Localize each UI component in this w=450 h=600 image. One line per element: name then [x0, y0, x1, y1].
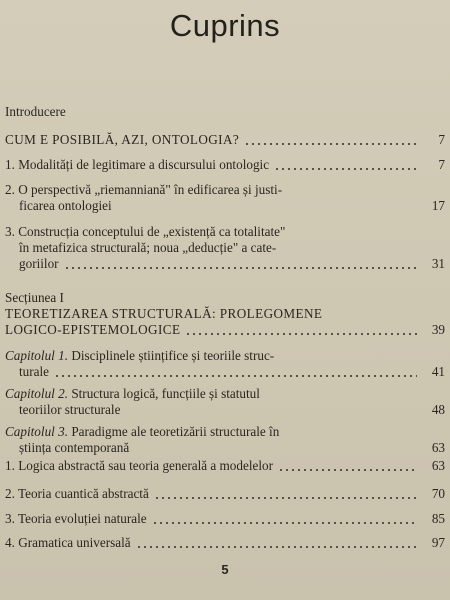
toc-subentry-2[interactable] — [5, 486, 445, 502]
toc-item-number: 2. — [5, 182, 15, 197]
chapter-label: Capitolul 2. — [5, 386, 69, 401]
toc-entry-section-heading[interactable] — [5, 306, 445, 338]
introduction-label: Introducere — [5, 104, 66, 119]
dot-leader — [154, 497, 417, 499]
toc-page-number: 63 — [431, 458, 445, 473]
dot-leader — [136, 546, 417, 548]
dot-leader — [125, 413, 417, 415]
dot-leader — [244, 143, 417, 145]
dot-leader — [117, 209, 417, 211]
dot-leader — [274, 168, 417, 170]
toc-page-number: 7 — [438, 132, 445, 147]
toc-entry-title-line: Structura logică, funcțiile și statutul — [71, 386, 260, 401]
toc-subentry-4[interactable] — [5, 535, 445, 551]
toc-entry-title-line: LOGICO-EPISTEMOLOGICE — [5, 322, 181, 337]
toc-page-number: 97 — [431, 535, 445, 550]
toc-entry-title-line: turale — [19, 364, 50, 379]
toc-entry-title: Gramatica universală — [18, 535, 131, 550]
page-number: 5 — [221, 562, 229, 577]
toc-entry-intro-2[interactable] — [5, 182, 445, 214]
toc-entry-title: CUM E POSIBILĂ, AZI, ONTOLOGIA? — [5, 132, 240, 147]
chapter-label: Capitolul 3. — [5, 424, 69, 439]
toc-page-number: 48 — [431, 402, 445, 417]
toc-entry-intro-1[interactable] — [5, 157, 445, 173]
toc-entry-title: Logica abstractă sau teoria generală a modelelor — [18, 458, 274, 473]
dot-leader — [185, 333, 417, 335]
toc-entry-chapter-2[interactable] — [5, 386, 445, 418]
toc-page-number: 63 — [431, 440, 445, 455]
toc-entry-title-line: teoriilor structurale — [19, 402, 121, 417]
toc-entry-intro-3[interactable] — [5, 224, 445, 272]
toc-page-number: 7 — [438, 157, 445, 172]
toc-entry-title: Modalități de legitimare a discursului ontologic — [18, 157, 270, 172]
toc-entry-title-line: în metafizica structurală; noua „deducție" a cate- — [19, 240, 277, 255]
dot-leader — [64, 267, 417, 269]
toc-entry-title: Teoria evoluției naturale — [17, 511, 147, 526]
toc-page-number: 41 — [431, 364, 445, 379]
toc-entry-title-line: știința contemporană — [19, 440, 130, 455]
toc-entry-title-line: Paradigme ale teoretizării structurale în — [71, 424, 280, 439]
toc-entry-title-line: Disciplinele științifice și teoriile struc- — [71, 348, 275, 363]
dot-leader — [134, 451, 417, 453]
dot-leader — [54, 375, 417, 377]
toc-item-number: 4. — [5, 535, 15, 550]
toc-entry-title-line: TEORETIZAREA STRUCTURALĂ: PROLEGOMENE — [5, 306, 323, 321]
toc-page-number: 31 — [431, 256, 445, 271]
toc-page-number: 17 — [431, 198, 445, 213]
toc-item-number: 3. — [5, 511, 15, 526]
toc-entry-title-line: O perspectivă „riemanniană" în edificarea și justi- — [18, 182, 283, 197]
chapter-label: Capitolul 1. — [5, 348, 69, 363]
toc-subentry-1[interactable] — [5, 458, 445, 474]
toc-entry-title-line: ficarea ontologiei — [19, 198, 112, 213]
toc-item-number: 3. — [5, 224, 15, 239]
toc-entry-title: Teoria cuantică abstractă — [17, 486, 149, 501]
dot-leader — [278, 469, 417, 471]
toc-item-number: 1. — [5, 157, 15, 172]
dot-leader — [152, 522, 417, 524]
toc-entry-title-line: Construcția conceptului de „existență ca totalitate" — [18, 224, 286, 239]
toc-page-number: 85 — [431, 511, 445, 526]
toc-entry-chapter-1[interactable] — [5, 348, 445, 380]
section-label: Secțiunea I — [5, 290, 64, 305]
toc-subentry-3[interactable] — [5, 511, 445, 527]
toc-entry-intro-heading[interactable] — [5, 132, 445, 148]
toc-item-number: 1. — [5, 458, 15, 473]
toc-page-number: 39 — [431, 322, 445, 337]
toc-item-number: 2. — [5, 486, 15, 501]
toc-entry-title-line: goriilor — [19, 256, 59, 271]
page-title: Cuprins — [169, 8, 281, 43]
toc-page-number: 70 — [431, 486, 445, 501]
toc-entry-chapter-3[interactable] — [5, 424, 445, 456]
